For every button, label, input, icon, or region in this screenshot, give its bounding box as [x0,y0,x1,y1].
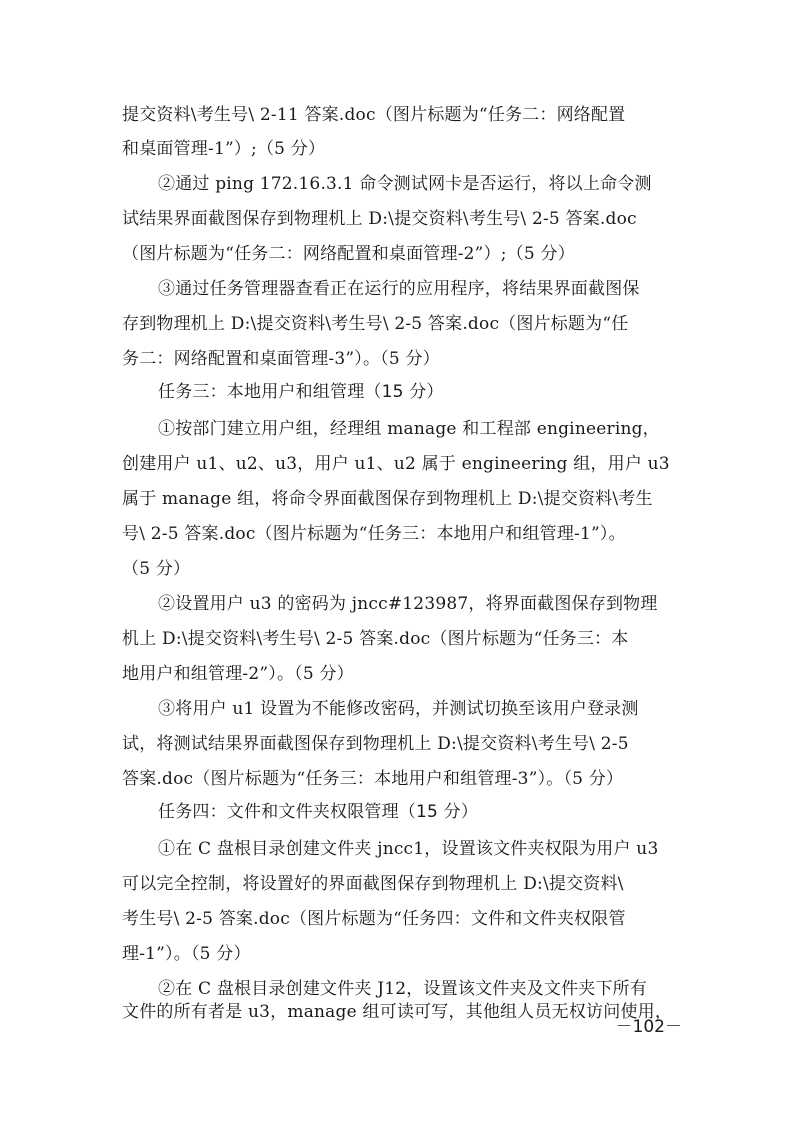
text-line: 试结果界面截图保存到物理机上 D:\提交资料\考生号\ 2-5 答案.doc [122,209,637,229]
text-line: ③通过任务管理器查看正在运行的应用程序，将结果界面截图保 [158,279,640,299]
text-line: ①按部门建立用户组，经理组 manage 和工程部 engineering， [158,419,660,439]
text-line: ②通过 ping 172.16.3.1 命令测试网卡是否运行，将以上命令测 [158,174,652,194]
text-line: 考生号\ 2-5 答案.doc（图片标题为“任务四：文件和文件夹权限管 [122,909,626,929]
text-line: 号\ 2-5 答案.doc（图片标题为“任务三：本地用户和组管理-1”）。 [122,524,626,544]
page-number: －102－ [615,1017,682,1037]
section-heading: 任务三：本地用户和组管理（15 分） [158,382,444,402]
text-line: 答案.doc（图片标题为“任务三：本地用户和组管理-3”）。（5 分） [122,769,624,789]
text-line: 存到物理机上 D:\提交资料\考生号\ 2-5 答案.doc（图片标题为“任 [122,314,629,334]
section-heading: 任务四：文件和文件夹权限管理（15 分） [158,802,479,822]
text-line: ②设置用户 u3 的密码为 jncc#123987，将界面截图保存到物理 [158,594,658,614]
text-line: 理-1”）。（5 分） [122,944,251,964]
text-line: 创建用户 u1、u2、u3，用户 u1、u2 属于 engineering 组，用户 u3 [122,454,670,474]
text-line: 文件的所有者是 u3，manage 组可读可写，其他组人员无权访问使用， [122,1002,673,1022]
text-line: 和桌面管理-1”）;（5 分） [122,139,326,159]
text-line: 可以完全控制，将设置好的界面截图保存到物理机上 D:\提交资料\ [122,874,624,894]
text-line: 务二：网络配置和桌面管理-3”）。（5 分） [122,349,440,369]
text-line: ②在 C 盘根目录创建文件夹 J12，设置该文件夹及文件夹下所有 [158,979,648,999]
text-line: 试，将测试结果界面截图保存到物理机上 D:\提交资料\考生号\ 2-5 [122,734,629,754]
text-line: 机上 D:\提交资料\考生号\ 2-5 答案.doc（图片标题为“任务三：本 [122,629,629,649]
text-line: ①在 C 盘根目录创建文件夹 jncc1，设置该文件夹权限为用户 u3 [158,839,659,859]
text-line: 属于 manage 组，将命令界面截图保存到物理机上 D:\提交资料\考生 [122,489,653,509]
text-line: ③将用户 u1 设置为不能修改密码，并测试切换至该用户登录测 [158,699,639,719]
text-line: （图片标题为“任务二：网络配置和桌面管理-2”）;（5 分） [122,244,575,264]
text-line: （5 分） [122,559,191,579]
text-line: 提交资料\考生号\ 2-11 答案.doc（图片标题为“任务二：网络配置 [122,105,626,125]
text-line: 地用户和组管理-2”）。（5 分） [122,664,354,684]
